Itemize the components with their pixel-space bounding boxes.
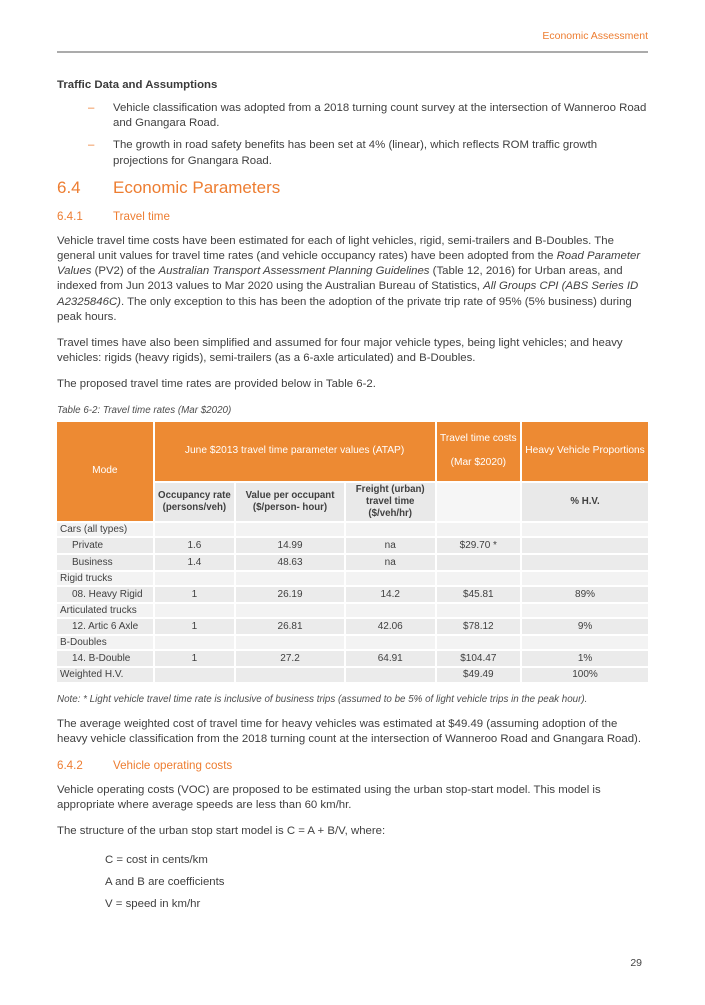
cell-cost: $45.81	[437, 587, 521, 602]
paragraph-model-structure: The structure of the urban stop start model is C = A + B/V, where:	[57, 825, 386, 838]
cell-value: 26.19	[236, 587, 344, 602]
cell-freight	[346, 604, 435, 617]
paragraph-travel-time: Vehicle travel time costs have been estimated for each of light vehicles, rigid, semi-trailers and B-Doubles. The general unit values for travel time rates (and vehicle occupancy rates) have been adopted from the Road Parameter Values (PV2) of the Australian Transport Assessment Planning Guidelines (Table 12, 2016) for Urban areas, and indexed from Jun 2013 values to Mar 2020 using the Australian Bureau of Statistics, All Groups CPI (ABS Series ID A2325846C). The only exception to this has been the adoption of the private trip rate of 95% (5% business) during peak hours.	[57, 234, 641, 323]
paragraph-weighted-cost: The average weighted cost of travel time for heavy vehicles was estimated at $49.49 (assuming adoption of the heavy vehicle classification from the 2018 turning count at the intersection of Wanneroo Road and Gnangara Road).	[57, 717, 642, 745]
cell-mode: Rigid trucks	[57, 572, 153, 585]
table-row-private	[57, 538, 648, 553]
section-title: Economic Parameters	[113, 177, 281, 197]
table-row-bdouble	[57, 651, 648, 666]
cell-hv: 9%	[522, 619, 648, 634]
subsection-number: 6.4.2	[57, 759, 83, 773]
bullet-item	[57, 101, 648, 131]
cell-occupancy	[155, 604, 235, 617]
cell-hv: 89%	[522, 587, 648, 602]
subheader-cell-occupancy: Occupancy rate (persons/veh)	[155, 483, 235, 521]
dash-bullet-icon: –	[88, 102, 95, 114]
header-cell-heavy-vehicle: Heavy Vehicle Proportions	[522, 422, 648, 481]
cell-occupancy: 1	[155, 587, 235, 602]
paragraph-travel-times-simplified: Travel times have also been simplified and assumed for four major vehicle types, being light vehicles; and heavy vehicles: rigids (heavy rigids), semi-trailers (as a 6-axle articulated) and B-Doubles.	[57, 337, 623, 365]
cell-value: 26.81	[236, 619, 344, 634]
page-number: 29	[630, 957, 642, 969]
formula-line-ab: A and B are coefficients	[105, 875, 225, 888]
cell-freight	[346, 636, 435, 649]
cell-cost: $78.12	[437, 619, 521, 634]
cell-value	[236, 636, 344, 649]
cell-occupancy: 1	[155, 651, 235, 666]
table-row-cars-group	[57, 523, 648, 536]
paragraph-proposed-rates: The proposed travel time rates are provided below in Table 6-2.	[57, 378, 376, 391]
cell-value: 27.2	[236, 651, 344, 666]
cell-hv	[522, 636, 648, 649]
table-row-articulated-group	[57, 604, 648, 617]
paragraph-voc: Vehicle operating costs (VOC) are proposed to be estimated using the urban stop-start model. This model is appropriate where average speeds are less than 60 km/hr.	[57, 784, 601, 812]
cell-cost: $29.70 *	[437, 538, 521, 553]
cell-mode: Business	[57, 555, 153, 570]
subsection-heading-6-4-2	[57, 759, 648, 772]
cell-mode: Articulated trucks	[57, 604, 153, 617]
table-row-business	[57, 555, 648, 570]
section-number: 6.4	[57, 177, 81, 197]
cell-hv	[522, 604, 648, 617]
cell-freight	[346, 668, 435, 682]
bullet-text: The growth in road safety benefits has been set at 4% (linear), which reflects ROM traffic growth projections for Gnangara Road.	[113, 139, 598, 167]
table-header-row-1	[57, 422, 648, 481]
cell-occupancy	[155, 636, 235, 649]
cell-mode: 14. B-Double	[57, 651, 153, 666]
subsection-title: Vehicle operating costs	[113, 759, 233, 773]
header-cell-mode: Mode	[57, 422, 153, 521]
travel-time-costs-line2: (Mar $2020)	[450, 456, 507, 468]
cell-hv	[522, 555, 648, 570]
cell-mode: 12. Artic 6 Axle	[57, 619, 153, 634]
cell-mode: Private	[57, 538, 153, 553]
cell-occupancy: 1.4	[155, 555, 235, 570]
cell-mode: Cars (all types)	[57, 523, 153, 536]
cell-cost	[437, 555, 521, 570]
cell-freight: 42.06	[346, 619, 435, 634]
travel-time-costs-line1: Travel time costs	[440, 433, 517, 445]
cell-hv: 1%	[522, 651, 648, 666]
cell-cost	[437, 636, 521, 649]
cell-occupancy	[155, 572, 235, 585]
cell-value: 14.99	[236, 538, 344, 553]
table-row-weighted-hv	[57, 668, 648, 682]
traffic-data-heading: Traffic Data and Assumptions	[57, 79, 218, 91]
subheader-cell-freight: Freight (urban) travel time ($/veh/hr)	[346, 483, 435, 521]
page-header	[57, 30, 648, 53]
travel-time-rates-table	[55, 420, 650, 684]
cell-hv	[522, 572, 648, 585]
subsection-heading-6-4-1	[57, 210, 648, 223]
cell-freight: 14.2	[346, 587, 435, 602]
cell-freight: na	[346, 538, 435, 553]
table-row-bdoubles-group	[57, 636, 648, 649]
formula-line-c: C = cost in cents/km	[105, 853, 208, 866]
cell-hv: 100%	[522, 668, 648, 682]
cell-cost	[437, 604, 521, 617]
formula-line-v: V = speed in km/hr	[105, 898, 201, 911]
dash-bullet-icon: –	[88, 139, 95, 152]
cell-hv	[522, 538, 648, 553]
cell-occupancy: 1.6	[155, 538, 235, 553]
cell-freight: 64.91	[346, 651, 435, 666]
cell-value: 48.63	[236, 555, 344, 570]
subheader-cell-value: Value per occupant ($/person- hour)	[236, 483, 344, 521]
cell-value	[236, 668, 344, 682]
cell-mode: Weighted H.V.	[57, 668, 153, 682]
cell-value	[236, 604, 344, 617]
table-row-artic-6-axle	[57, 619, 648, 634]
header-cell-atap: June $2013 travel time parameter values (ATAP)	[155, 422, 435, 481]
bullet-item	[57, 138, 648, 168]
table-row-rigid-group	[57, 572, 648, 585]
cell-mode: 08. Heavy Rigid	[57, 587, 153, 602]
table-row-heavy-rigid	[57, 587, 648, 602]
cell-mode: B-Doubles	[57, 636, 153, 649]
cell-occupancy	[155, 668, 235, 682]
section-heading-6-4	[57, 177, 648, 198]
header-cell-travel-time-costs	[437, 422, 521, 481]
header-title: Economic Assessment	[542, 30, 648, 42]
cell-cost	[437, 523, 521, 536]
table-caption: Table 6-2: Travel time rates (Mar $2020)	[57, 404, 232, 416]
cell-value	[236, 572, 344, 585]
table-note: Note: * Light vehicle travel time rate is inclusive of business trips (assumed to be 5% of light vehicle trips in the peak hour).	[57, 693, 588, 705]
cell-cost	[437, 572, 521, 585]
cell-value	[236, 523, 344, 536]
subsection-title: Travel time	[113, 209, 170, 223]
cell-occupancy	[155, 523, 235, 536]
cell-freight	[346, 572, 435, 585]
cell-freight	[346, 523, 435, 536]
cell-cost: $49.49	[437, 668, 521, 682]
cell-freight: na	[346, 555, 435, 570]
subheader-cell-hv: % H.V.	[522, 483, 648, 521]
cell-hv	[522, 523, 648, 536]
subheader-cell-blank	[437, 483, 521, 521]
cell-occupancy: 1	[155, 619, 235, 634]
bullet-list	[57, 101, 648, 169]
subsection-number: 6.4.1	[57, 209, 83, 223]
cell-cost: $104.47	[437, 651, 521, 666]
bullet-text: Vehicle classification was adopted from a 2018 turning count survey at the intersection of Wanneroo Road and Gnangara Road.	[113, 102, 647, 130]
